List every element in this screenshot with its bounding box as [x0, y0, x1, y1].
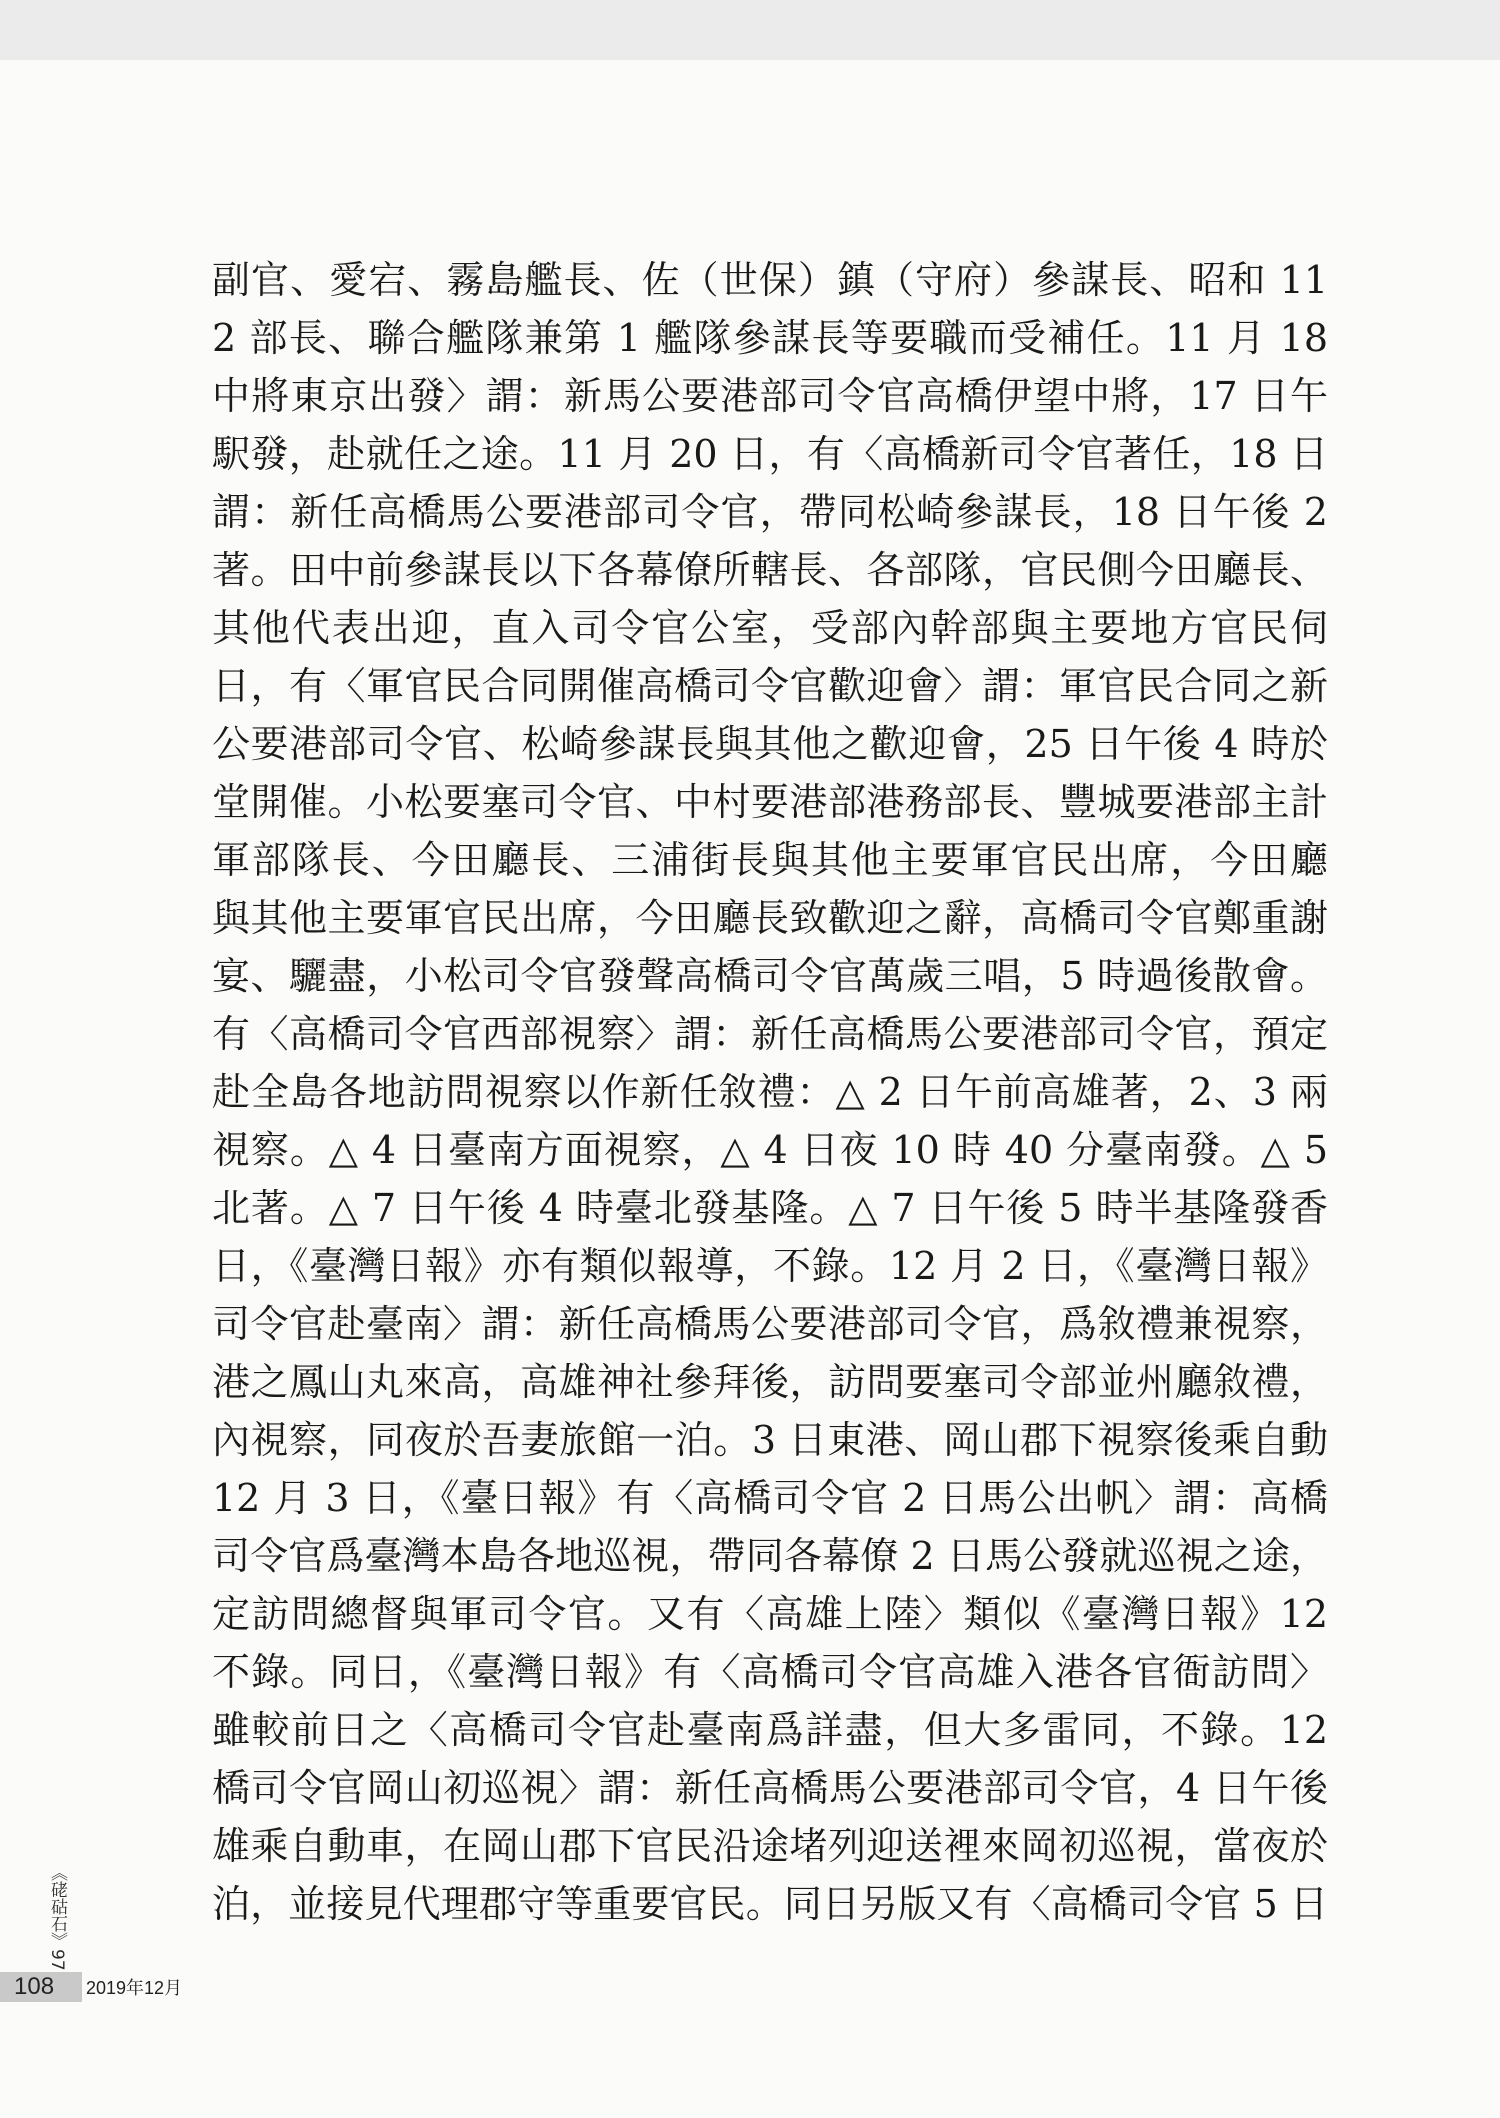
body-line: 其他代表出迎，直入司令官公室，受部內幹部與主要地方官民伺: [212, 606, 1328, 650]
body-line: 謂：新任高橋馬公要港部司令官，帶同松崎參謀長，18 日午後 2: [212, 490, 1328, 534]
issue-date: 2019年12月: [86, 1978, 183, 1998]
body-line: 有〈高橋司令官西部視察〉謂：新任高橋馬公要港部司令官，預定: [212, 1012, 1328, 1056]
body-line: 司令官爲臺灣本島各地巡視，帶同各幕僚 2 日馬公發就巡視之途，: [212, 1534, 1328, 1578]
body-line: 軍部隊長、今田廳長、三浦街長與其他主要軍官民出席，今田廳: [212, 838, 1328, 882]
body-line: 橋司令官岡山初巡視〉謂：新任高橋馬公要港部司令官，4 日午後: [212, 1766, 1328, 1810]
body-line: 港之鳳山丸來高，高雄神社參拜後，訪問要塞司令部並州廳敘禮，: [212, 1360, 1328, 1404]
body-line: 日，有〈軍官民合同開催高橋司令官歡迎會〉謂：軍官民合同之新: [212, 664, 1328, 708]
body-line: 內視察，同夜於吾妻旅館一泊。3 日東港、岡山郡下視察後乘自動: [212, 1418, 1328, 1462]
body-line: 副官、愛宕、霧島艦長、佐（世保）鎮（守府）參謀長、昭和 11: [212, 258, 1328, 302]
body-line: 司令官赴臺南〉謂：新任高橋馬公要港部司令官，爲敘禮兼視察，: [212, 1302, 1328, 1346]
body-line: 2 部長、聯合艦隊兼第 1 艦隊參謀長等要職而受補任。11 月 18: [212, 316, 1328, 360]
body-line: 赴全島各地訪問視察以作新任敘禮：△ 2 日午前高雄著，2、3 兩: [212, 1070, 1328, 1114]
body-line: 堂開催。小松要塞司令官、中村要港部港務部長、豐城要港部主計: [212, 780, 1328, 824]
body-line: 雄乘自動車，在岡山郡下官民沿途堵列迎送裡來岡初巡視，當夜於: [212, 1824, 1328, 1868]
body-line: 公要港部司令官、松崎參謀長與其他之歡迎會，25 日午後 4 時於: [212, 722, 1328, 766]
body-line: 泊，並接見代理郡守等重要官民。同日另版又有〈高橋司令官 5 日: [212, 1882, 1328, 1926]
page-number: 108: [14, 1973, 55, 2000]
body-line: 與其他主要軍官民出席，今田廳長致歡迎之辭，高橋司令官鄭重謝: [212, 896, 1328, 940]
top-scan-band: [0, 0, 1500, 60]
body-line: 日，《臺灣日報》亦有類似報導，不錄。12 月 2 日，《臺灣日報》: [212, 1244, 1328, 1288]
body-line: 視察。△ 4 日臺南方面視察，△ 4 日夜 10 時 40 分臺南發。△ 5: [212, 1128, 1328, 1172]
journal-name-vertical: 《硓𥑮石》97: [47, 1863, 67, 1971]
body-line: 不錄。同日，《臺灣日報》有〈高橋司令官高雄入港各官衙訪問〉: [212, 1650, 1328, 1694]
body-line: 定訪問總督與軍司令官。又有〈高雄上陸〉類似《臺灣日報》12: [212, 1592, 1328, 1636]
body-line: 著。田中前參謀長以下各幕僚所轄長、各部隊，官民側今田廳長、: [212, 548, 1328, 592]
body-line: 北著。△ 7 日午後 4 時臺北發基隆。△ 7 日午後 5 時半基隆發香: [212, 1186, 1328, 1230]
body-line: 12 月 3 日，《臺日報》有〈高橋司令官 2 日馬公出帆〉謂：高橋: [212, 1476, 1328, 1520]
body-line: 宴、驪盡，小松司令官發聲高橋司令官萬歲三唱，5 時過後散會。: [212, 954, 1328, 998]
body-line: 駅發，赴就任之途。11 月 20 日，有〈高橋新司令官著任，18 日: [212, 432, 1328, 476]
body-line: 雖較前日之〈高橋司令官赴臺南爲詳盡，但大多雷同，不錄。12: [212, 1708, 1328, 1752]
body-line: 中將東京出發〉謂：新馬公要港部司令官高橋伊望中將，17 日午: [212, 374, 1328, 418]
article-body: [212, 251, 1328, 1933]
